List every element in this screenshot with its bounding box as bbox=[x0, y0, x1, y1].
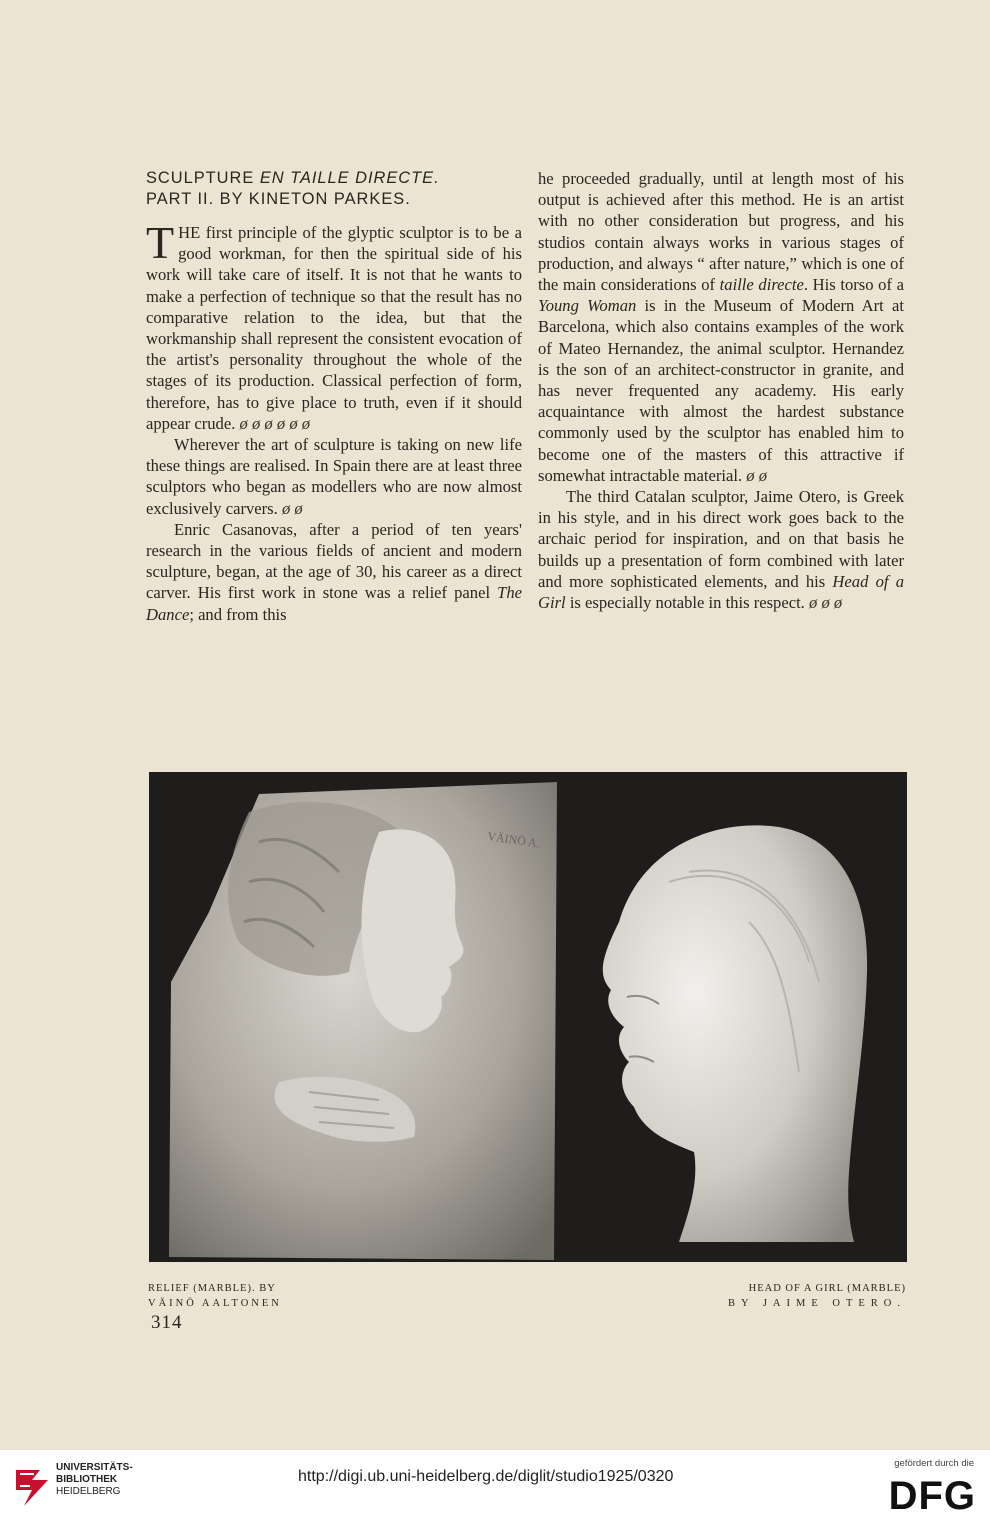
page-number: 314 bbox=[151, 1312, 183, 1333]
paragraph-3 bbox=[146, 519, 522, 625]
heading-title-italic: EN TAILLE DIRECTE. bbox=[259, 169, 440, 187]
caption-left-line-1: RELIEF (MARBLE). BY bbox=[148, 1283, 276, 1294]
paragraph-4-italic-1: taille directe bbox=[719, 275, 804, 295]
paragraph-5-italic: Head of a Girl bbox=[538, 571, 904, 613]
library-line-3: HEIDELBERG bbox=[56, 1486, 121, 1497]
paragraph-3-title: The Dance bbox=[146, 583, 522, 624]
paragraph-5-text-a: The third Catalan sculptor, Jaime Otero, is Greek in his style, and in his direct work goes back to the archaic period for inspiration, and on that basis he builds up a presentation of form combined with later and more sophisticated elements, and his bbox=[538, 487, 904, 591]
source-url-link[interactable]: http://digi.ub.uni-heidelberg.de/diglit/studio1925/0320 bbox=[298, 1468, 674, 1485]
relief-signature: VÄINÖ A. bbox=[486, 829, 541, 851]
library-line-2: BIBLIOTHEK bbox=[56, 1474, 118, 1485]
sculpture-photograph bbox=[149, 772, 907, 1262]
leaf-ornaments: ø ø bbox=[281, 498, 303, 518]
heading-byline: PART II. BY KINETON PARKES. bbox=[146, 190, 411, 208]
caption-left-line-2: VÄINÖ AALTONEN bbox=[148, 1298, 282, 1309]
paragraph-1 bbox=[146, 217, 522, 434]
paragraph-2-text: Wherever the art of sculpture is taking on new life these things are realised. In Spain there are at least three sculptors who began as modellers who are now almost exclusively carvers. bbox=[146, 435, 522, 518]
sculpture-illustration bbox=[149, 772, 907, 1262]
paragraph-4-text-a: he proceeded gradually, until at length most of his output is achieved after this method. He is an artist with no other consideration but progress, and his studios contain always works in various stages of production, and always “ after nature,” which is one of the main considerations of bbox=[538, 169, 904, 295]
library-logo-icon bbox=[12, 1460, 52, 1516]
drop-cap: T bbox=[146, 217, 175, 268]
digitization-footer bbox=[0, 1450, 990, 1523]
left-column bbox=[146, 168, 522, 625]
caption-right-line-2: BY JAIME OTERO. bbox=[728, 1298, 906, 1309]
paragraph-2 bbox=[146, 434, 522, 519]
leaf-ornaments: ø ø ø ø ø ø bbox=[239, 413, 311, 433]
caption-right bbox=[728, 1281, 906, 1311]
paragraph-4-italic-2: Young Woman bbox=[538, 296, 637, 316]
caption-left bbox=[148, 1281, 282, 1311]
heading-title: SCULPTURE bbox=[146, 169, 260, 187]
article-heading bbox=[146, 168, 522, 210]
paragraph-5-text-b: is especially notable in this respect. bbox=[565, 593, 805, 613]
paragraph-4 bbox=[538, 168, 904, 486]
paragraph-5 bbox=[538, 486, 904, 613]
library-name bbox=[56, 1462, 133, 1498]
dfg-logo: DFG bbox=[888, 1474, 976, 1518]
funder-text: gefördert durch die bbox=[894, 1458, 974, 1469]
paragraph-1-text: HE first principle of the glyptic sculptor is to be a good workman, for then the spiritual side of his work will take care of itself. It is not that he wants to make a perfection of technique so that the result has no comparative relation to the idea, but that the workmanship shall represent the consistent evocation of the artist's personality throughout the whole of the stages of its production. Classical perfection of form, therefore, has to give place to truth, even if it should appear crude. bbox=[146, 223, 522, 433]
paragraph-4-text-b: . His torso of a bbox=[803, 275, 904, 295]
caption-right-line-1: HEAD OF A GIRL (MARBLE) bbox=[748, 1283, 906, 1294]
paragraph-3-text-b: ; and from this bbox=[189, 604, 287, 624]
girl-head bbox=[603, 825, 867, 1242]
right-column bbox=[538, 168, 904, 613]
library-line-1: UNIVERSITÄTS- bbox=[56, 1462, 133, 1473]
paragraph-4-text-c: is in the Museum of Modern Art at Barcelona, which also contains examples of the work of Mateo Hernandez, the animal sculptor. Hernandez is the son of an architect-constructor in granite, and has never frequented any academy. His early acquaintance with almost the hardest substance commonly used by the sculptor has enabled him to become one of the masters of this attractive if somewhat intractable material. bbox=[538, 296, 904, 485]
paragraph-3-text-a: Enric Casanovas, after a period of ten years' research in the various fields of ancient and modern sculpture, began, at the age of 30, his career as a direct carver. His first work in stone was a relief panel bbox=[146, 519, 522, 603]
leaf-ornaments: ø ø ø bbox=[809, 593, 843, 613]
leaf-ornaments: ø ø bbox=[746, 465, 768, 485]
